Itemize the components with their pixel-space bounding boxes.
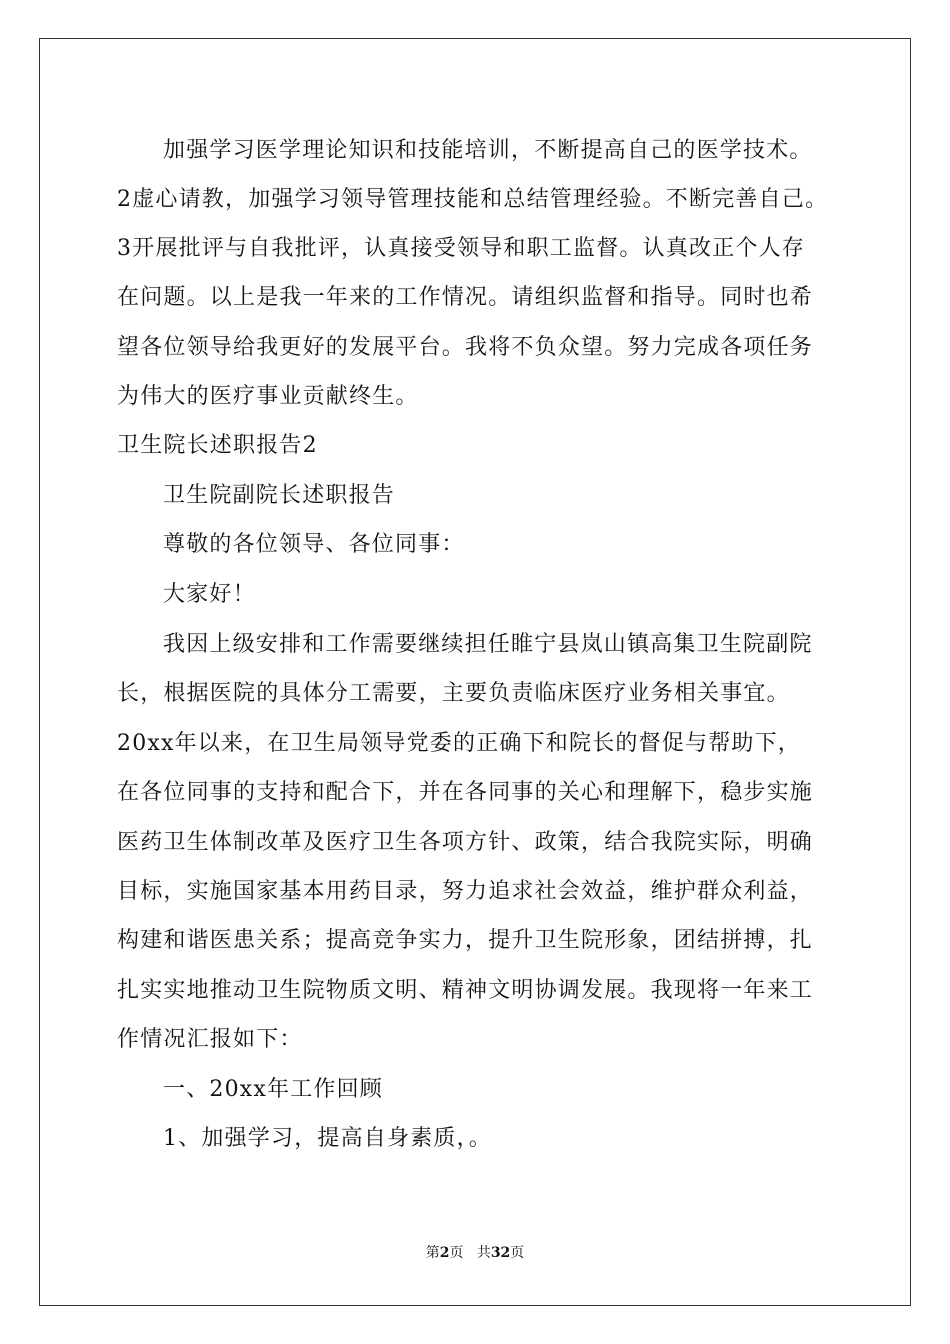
footer-total-unit: 页 [510, 1245, 525, 1261]
paragraph-line: 我因上级安排和工作需要继续担任睢宁县岚山镇高集卫生院副院 [163, 632, 813, 657]
paragraph-line: 为伟大的医疗事业贡献终生。 [117, 384, 419, 409]
section-heading: 卫生院长述职报告2 [117, 433, 318, 458]
page-footer [0, 1243, 950, 1263]
footer-total-pages: 32 [490, 1245, 511, 1261]
paragraph-line: 构建和谐医患关系；提高竞争实力，提升卫生院形象，团结拼搏，扎 [117, 928, 814, 953]
greeting: 大家好！ [163, 582, 256, 607]
paragraph-line: 目标，实施国家基本用药目录，努力追求社会效益，维护群众利益， [117, 879, 814, 904]
footer-page-unit: 页 [449, 1245, 464, 1261]
list-item: 1、加强学习，提高自身素质，。 [163, 1126, 492, 1151]
paragraph-line: 长，根据医院的具体分工需要，主要负责临床医疗业务相关事宜。 [117, 681, 790, 706]
footer-page-prefix: 第 [425, 1245, 440, 1261]
paragraph-line: 在问题。以上是我一年来的工作情况。请组织监督和指导。同时也希 [117, 285, 814, 310]
footer-total-prefix: 共 [476, 1245, 491, 1261]
paragraph-line: 20xx年以来，在卫生局领导党委的正确下和院长的督促与帮助下， [117, 731, 802, 756]
paragraph-line: 2虚心请教，加强学习领导管理技能和总结管理经验。不断完善自己。 [117, 187, 829, 212]
paragraph-line: 3开展批评与自我批评，认真接受领导和职工监督。认真改正个人存 [117, 236, 805, 261]
salutation: 尊敬的各位领导、各位同事： [163, 532, 465, 557]
paragraph-line: 在各位同事的支持和配合下，并在各同事的关心和理解下，稳步实施 [117, 780, 814, 805]
subsection-heading: 一、20xx年工作回顾 [163, 1077, 384, 1102]
paragraph-line: 扎实实地推动卫生院物质文明、精神文明协调发展。我现将一年来工 [117, 978, 814, 1003]
paragraph-line: 加强学习医学理论知识和技能培训，不断提高自己的医学技术。 [163, 138, 813, 163]
paragraph-line: 作情况汇报如下： [117, 1027, 303, 1052]
report-title: 卫生院副院长述职报告 [163, 483, 396, 508]
paragraph-line: 医药卫生体制改革及医疗卫生各项方针、政策，结合我院实际，明确 [117, 830, 814, 855]
paragraph-line: 望各位领导给我更好的发展平台。我将不负众望。努力完成各项任务 [117, 335, 814, 360]
page-border [39, 38, 911, 1306]
footer-page-number: 2 [439, 1245, 450, 1261]
